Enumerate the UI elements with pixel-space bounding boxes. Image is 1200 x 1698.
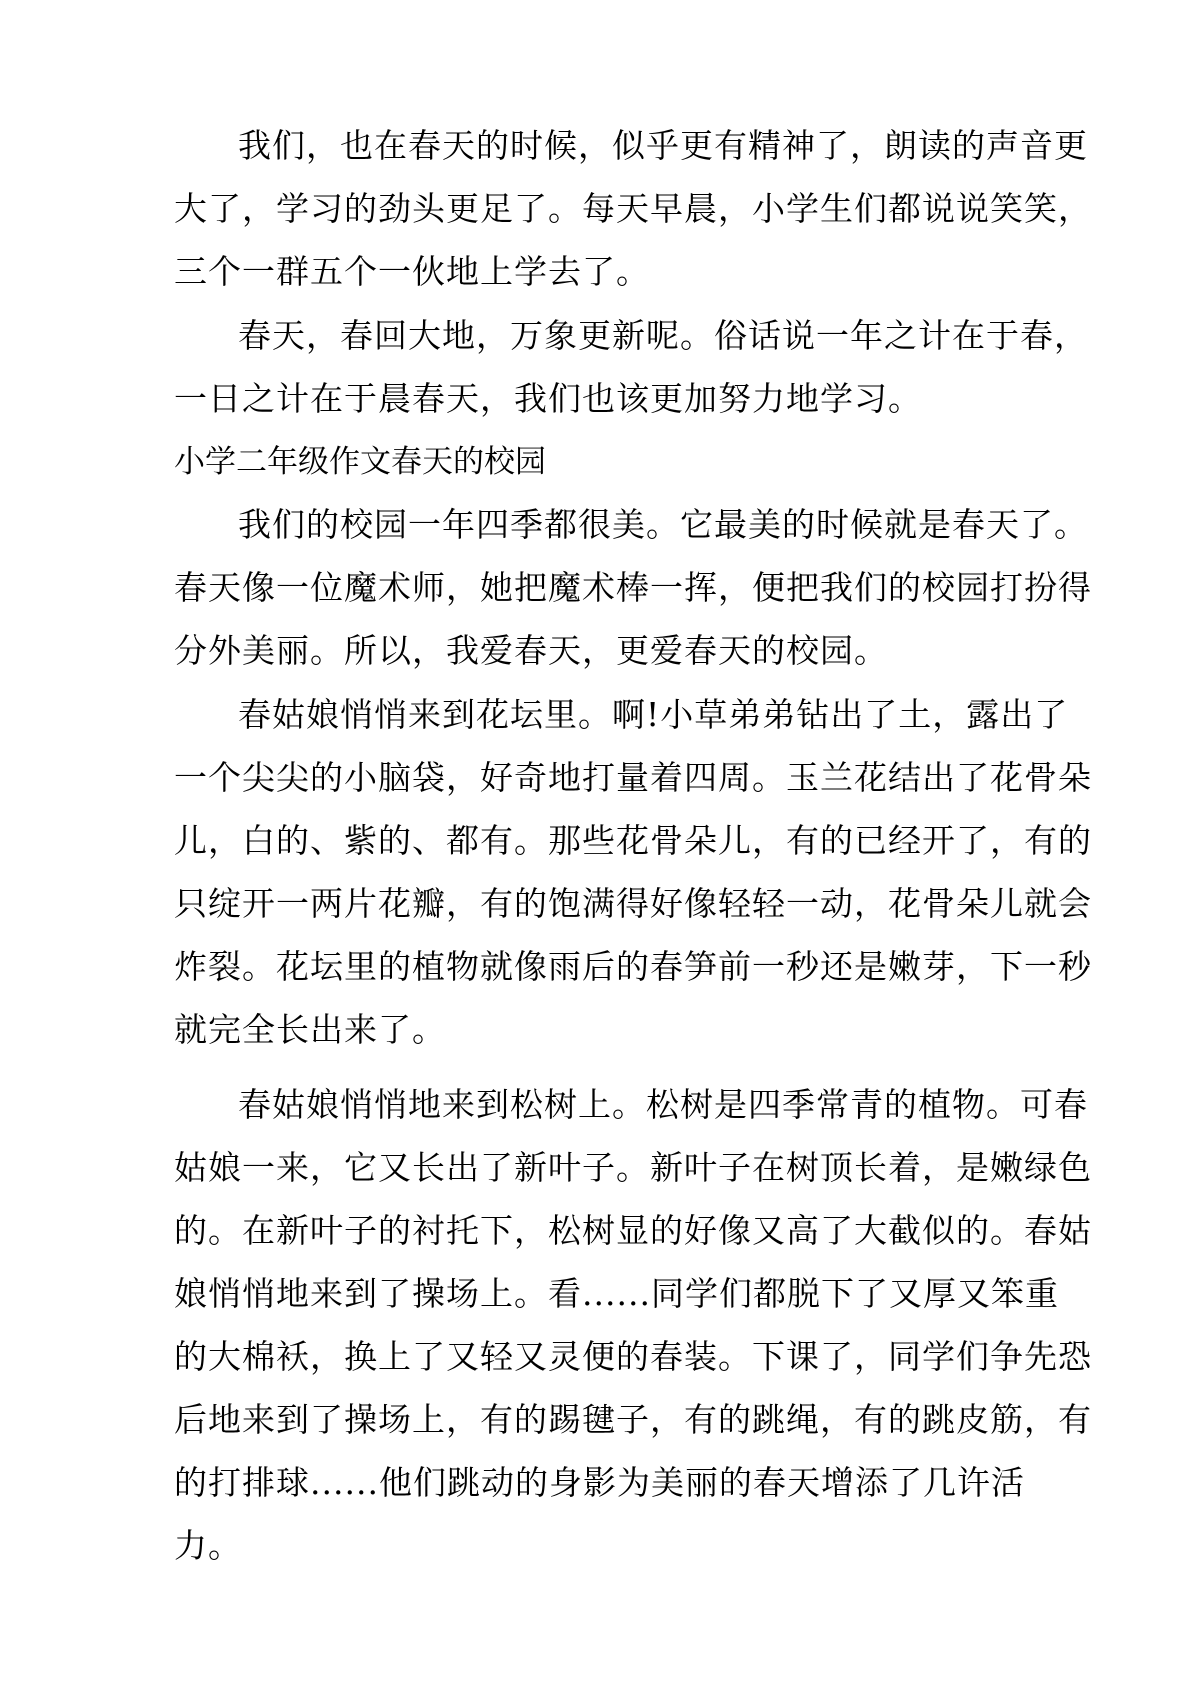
paragraph-4-line-3: 儿，白的、紫的、都有。那些花骨朵儿，有的已经开了，有的 — [174, 821, 1092, 860]
paragraph-2-line-1: 春天，春回大地，万象更新呢。俗话说一年之计在于春， — [238, 316, 1088, 355]
paragraph-4-line-2: 一个尖尖的小脑袋，好奇地打量着四周。玉兰花结出了花骨朵 — [174, 758, 1092, 797]
paragraph-5-line-5: 的大棉袄，换上了又轻又灵便的春装。下课了，同学们争先恐 — [174, 1337, 1092, 1376]
paragraph-1-line-2: 大了，学习的劲头更足了。每天早晨，小学生们都说说笑笑， — [174, 189, 1092, 228]
paragraph-5-line-8: 力。 — [174, 1526, 242, 1565]
paragraph-3-line-3: 分外美丽。所以，我爱春天，更爱春天的校园。 — [174, 631, 888, 670]
paragraph-4-line-6: 就完全长出来了。 — [174, 1010, 446, 1049]
paragraph-2-line-2: 一日之计在于晨春天，我们也该更加努力地学习。 — [174, 379, 922, 418]
paragraph-5-line-6: 后地来到了操场上，有的踢毽子，有的跳绳，有的跳皮筋，有 — [174, 1400, 1092, 1439]
paragraph-4-line-5: 炸裂。花坛里的植物就像雨后的春笋前一秒还是嫩芽，下一秒 — [174, 947, 1092, 986]
paragraph-5-line-7: 的打排球......他们跳动的身影为美丽的春天增添了几许活 — [174, 1463, 1025, 1502]
paragraph-5-line-3: 的。在新叶子的衬托下，松树显的好像又高了大截似的。春姑 — [174, 1211, 1092, 1250]
paragraph-5-line-1: 春姑娘悄悄地来到松树上。松树是四季常青的植物。可春 — [238, 1085, 1088, 1124]
section-heading: 小学二年级作文春天的校园 — [174, 444, 546, 480]
paragraph-5-line-4: 娘悄悄地来到了操场上。看......同学们都脱下了又厚又笨重 — [174, 1274, 1059, 1313]
paragraph-4-line-1: 春姑娘悄悄来到花坛里。啊!小草弟弟钻出了土，露出了 — [238, 695, 1069, 734]
paragraph-4-line-4: 只绽开一两片花瓣，有的饱满得好像轻轻一动，花骨朵儿就会 — [174, 884, 1092, 923]
paragraph-3-line-2: 春天像一位魔术师，她把魔术棒一挥，便把我们的校园打扮得 — [174, 568, 1092, 607]
paragraph-1-line-1: 我们，也在春天的时候，似乎更有精神了，朗读的声音更 — [238, 126, 1088, 165]
paragraph-5-line-2: 姑娘一来，它又长出了新叶子。新叶子在树顶长着，是嫩绿色 — [174, 1148, 1092, 1187]
paragraph-3-line-1: 我们的校园一年四季都很美。它最美的时候就是春天了。 — [238, 505, 1088, 544]
paragraph-1-line-3: 三个一群五个一伙地上学去了。 — [174, 252, 650, 291]
